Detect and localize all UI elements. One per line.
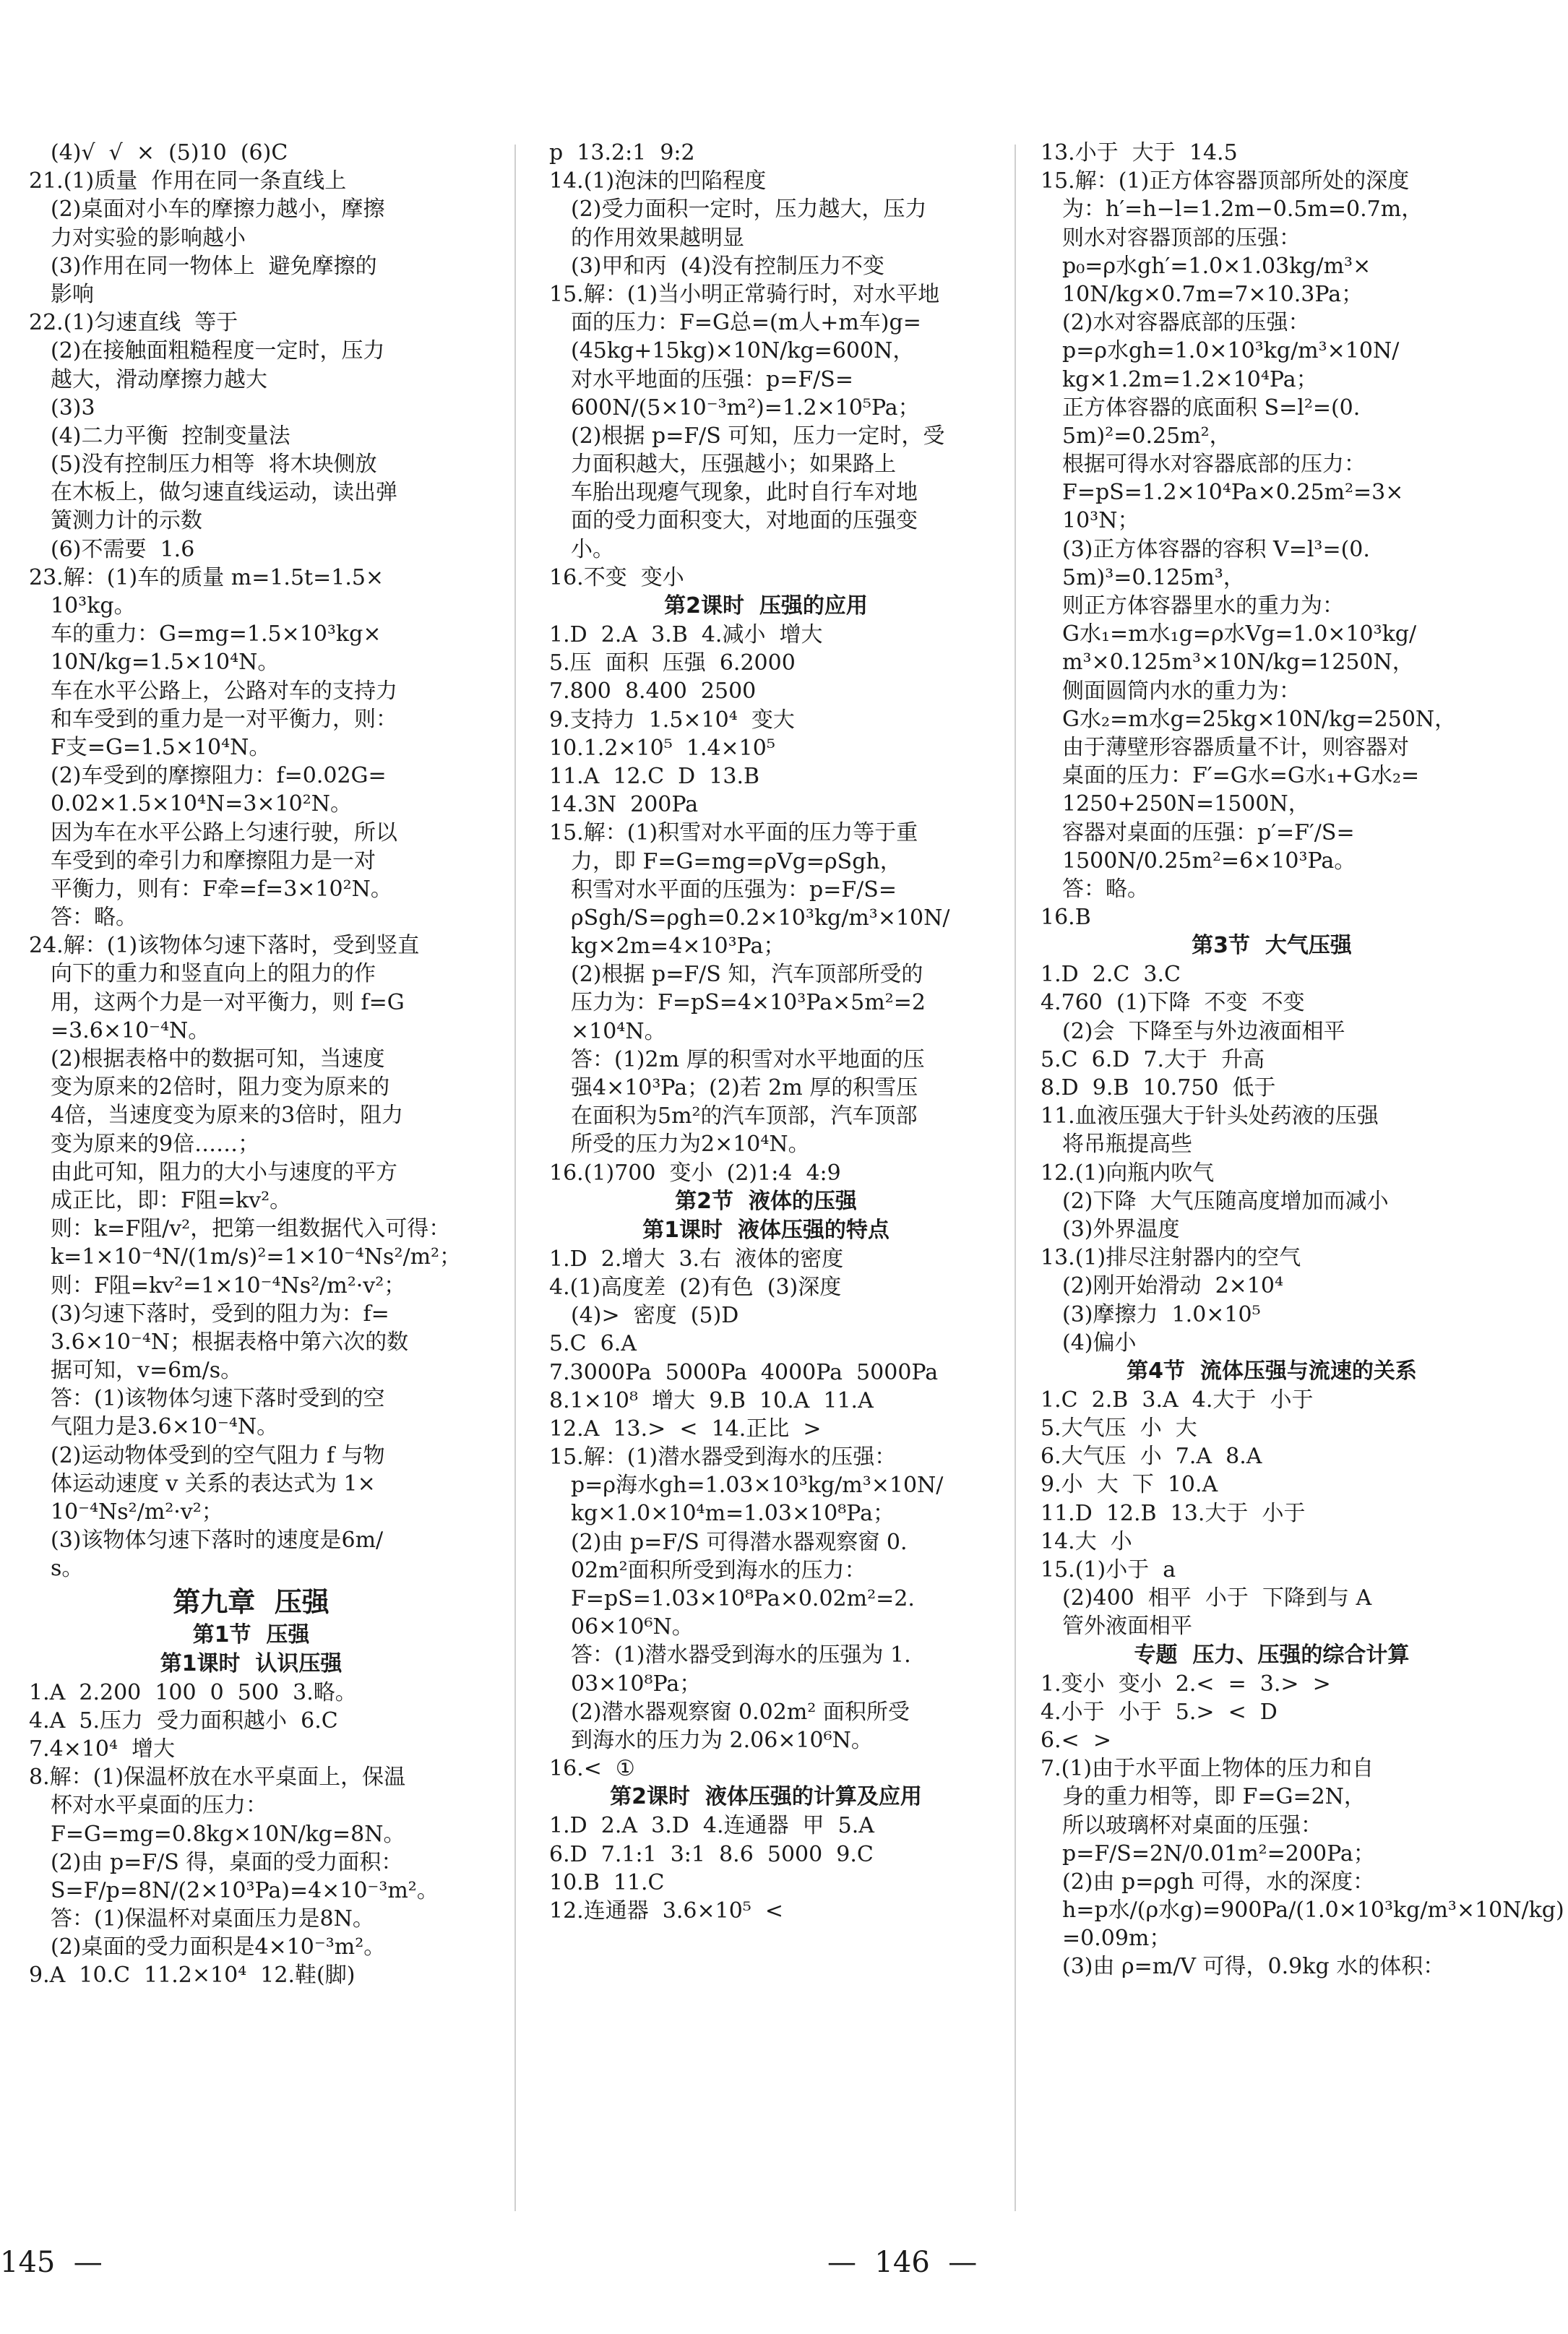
answer-line: 15.解：(1)积雪对水平面的压力等于重 <box>549 820 918 846</box>
answer-line: (2)桌面的受力面积是4×10⁻³m²。 <box>51 1934 386 1960</box>
answer-line: 对水平地面的压强：p=F/S= <box>571 366 853 392</box>
section-heading: 专题 压力、压强的综合计算 <box>1134 1642 1410 1668</box>
page-number-right: — 146 — <box>827 2246 978 2279</box>
answer-line: (3)该物体匀速下落时的速度是6m/ <box>51 1528 384 1554</box>
answer-line: 车胎出现瘪气现象，此时自行车对地 <box>571 480 918 506</box>
answer-line: 11.D 12.B 13.大于 小于 <box>1041 1500 1306 1526</box>
answer-line: 1250+250N=1500N， <box>1062 791 1310 817</box>
answer-line: G水₂=m水g=25kg×10N/kg=250N， <box>1062 706 1457 732</box>
answer-line: 10N/kg×0.7m=7×10.3Pa； <box>1062 281 1364 307</box>
answer-line: 6.< > <box>1041 1727 1111 1753</box>
answer-line: 力，即 F=G=mg=ρVg=ρSgh， <box>571 848 902 874</box>
answer-line: (2)根据 p=F/S 可知，压力一定时，受 <box>571 423 945 449</box>
answer-line: =0.09m； <box>1062 1926 1171 1952</box>
answer-line: 答：略。 <box>51 905 137 931</box>
answer-line: 5m)²=0.25m²， <box>1062 423 1231 449</box>
answer-line: (6)不需要 1.6 <box>51 536 195 562</box>
answer-line: (2)由 p=F/S 得，桌面的受力面积： <box>51 1849 403 1875</box>
answer-line: 影响 <box>51 281 94 307</box>
answer-line: 越大，滑动摩擦力越大 <box>51 366 267 392</box>
answer-line: 5m)³=0.125m³， <box>1062 564 1245 590</box>
answer-line: 1.A 2.200 100 0 500 3.略。 <box>29 1679 357 1705</box>
answer-line: 14.(1)泡沫的凹陷程度 <box>549 168 767 194</box>
answer-line: p 13.2:1 9:2 <box>549 140 695 165</box>
answer-line: G水₁=m水₁g=ρ水Vg=1.0×10³kg/ <box>1062 621 1417 647</box>
answer-line: 4倍，当速度变为原来的3倍时，阻力 <box>51 1103 404 1129</box>
answer-line: 14.大 小 <box>1041 1528 1132 1554</box>
answer-line: 力面积越大，压强越小；如果路上 <box>571 452 896 478</box>
answer-line: 在面积为5m²的汽车顶部，汽车顶部 <box>571 1103 918 1129</box>
answer-line: F=G=mg=0.8kg×10N/kg=8N。 <box>51 1821 405 1847</box>
answer-line: 容器对桌面的压强：p′=F′/S= <box>1062 819 1355 845</box>
answer-line: ×10⁴N。 <box>571 1018 666 1044</box>
answer-line: 10⁻⁴Ns²/m²·v²； <box>51 1499 223 1525</box>
answer-column-2 <box>549 139 983 1925</box>
answer-line: 杯对水平桌面的压力： <box>51 1793 267 1819</box>
answer-line: 11.A 12.C D 13.B <box>549 763 760 789</box>
answer-line: (3)3 <box>51 395 95 421</box>
answer-line: 车受到的牵引力和摩擦阻力是一对 <box>51 848 376 874</box>
answer-line: 用，这两个力是一对平衡力，则 f=G <box>51 989 405 1015</box>
answer-line: 3.6×10⁻⁴N；根据表格中第六次的数 <box>51 1329 409 1355</box>
answer-line: 积雪对水平面的压强为：p=F/S= <box>571 877 897 903</box>
answer-line: 向下的重力和竖直向上的阻力的作 <box>51 961 376 987</box>
column-divider <box>514 145 516 2211</box>
answer-line: kg×1.2m=1.2×10⁴Pa； <box>1062 366 1318 392</box>
answer-line: 为：h′=h−l=1.2m−0.5m=0.7m， <box>1062 197 1423 223</box>
answer-line: m³×0.125m³×10N/kg=1250N， <box>1062 650 1414 676</box>
answer-line: F=pS=1.03×10⁸Pa×0.02m²=2. <box>571 1586 915 1611</box>
answer-line: 24.解：(1)该物体匀速下落时，受到竖直 <box>29 933 420 959</box>
answer-line: 则水对容器顶部的压强： <box>1062 225 1301 251</box>
answer-line: 10³kg。 <box>51 593 136 619</box>
answer-line: 则正方体容器里水的重力为： <box>1062 593 1344 619</box>
answer-line: 强4×10³Pa；(2)若 2m 厚的积雪压 <box>571 1075 918 1101</box>
answer-line: 9.小 大 下 10.A <box>1041 1472 1218 1498</box>
chapter-heading: 第九章 压强 <box>173 1585 329 1618</box>
answer-line: 侧面圆筒内水的重力为： <box>1062 678 1301 704</box>
section-heading: 第2课时 压强的应用 <box>664 593 868 619</box>
answer-line: F=pS=1.2×10⁴Pa×0.25m²=3× <box>1062 480 1404 506</box>
answer-line: 13.小于 大于 14.5 <box>1041 140 1238 165</box>
answer-line: 15.解：(1)潜水器受到海水的压强： <box>549 1444 897 1470</box>
answer-line: 答：(1)保温杯对桌面压力是8N。 <box>51 1906 374 1932</box>
answer-line: 5.压 面积 压强 6.2000 <box>549 650 796 676</box>
answer-line: 0.02×1.5×10⁴N=3×10²N。 <box>51 791 353 817</box>
answer-line: h=p水/(ρ水g)=900Pa/(1.0×10³kg/m³×10N/kg) <box>1062 1898 1564 1924</box>
answer-line: 02m²面积所受到海水的压力： <box>571 1557 866 1583</box>
answer-line: 答：略。 <box>1062 876 1149 902</box>
answer-line: (2)由 p=F/S 可得潜水器观察窗 0. <box>571 1529 908 1555</box>
answer-line: (3)甲和丙 (4)没有控制压力不变 <box>571 253 885 279</box>
answer-line: 力对实验的影响越小 <box>51 225 246 251</box>
answer-line: (2)由 p=ρgh 可得，水的深度： <box>1062 1869 1375 1895</box>
answer-line: (4)> 密度 (5)D <box>571 1303 739 1329</box>
answer-line: (2)会 下降至与外边液面相平 <box>1062 1018 1345 1044</box>
answer-line: (4)二力平衡 控制变量法 <box>51 423 290 449</box>
answer-line: 变为原来的9倍……； <box>51 1131 260 1157</box>
answer-line: 4.小于 小于 5.> < D <box>1041 1699 1278 1725</box>
answer-line: (3)作用在同一物体上 避免摩擦的 <box>51 253 377 279</box>
answer-line: 5.C 6.A <box>549 1331 637 1357</box>
answer-column-3 <box>1041 139 1564 1981</box>
section-heading: 第1节 压强 <box>192 1622 310 1648</box>
answer-line: (3)正方体容器的容积 V=l³=(0. <box>1062 536 1370 562</box>
answer-line: 答：(1)潜水器受到海水的压强为 1. <box>571 1642 911 1668</box>
answer-line: (3)匀速下落时，受到的阻力为：f= <box>51 1301 389 1327</box>
answer-line: 桌面的压力：F′=G水=G水₁+G水₂= <box>1062 763 1420 789</box>
answer-line: 簧测力计的示数 <box>51 508 202 534</box>
answer-line: 5.C 6.D 7.大于 升高 <box>1041 1046 1265 1072</box>
answer-line: 正方体容器的底面积 S=l²=(0. <box>1062 395 1361 421</box>
answer-line: 根据可得水对容器底部的压力： <box>1062 452 1366 478</box>
answer-line: (2)根据表格中的数据可知，当速度 <box>51 1046 385 1072</box>
answer-line: 体运动速度 v 关系的表达式为 1× <box>51 1470 376 1497</box>
answer-line: 7.(1)由于水平面上物体的压力和自 <box>1041 1756 1374 1782</box>
answer-line: 在木板上，做匀速直线运动，读出弹 <box>51 480 397 506</box>
answer-line: k=1×10⁻⁴N/(1m/s)²=1×10⁻⁴Ns²/m²； <box>51 1244 462 1270</box>
answer-line: (2)运动物体受到的空气阻力 f 与物 <box>51 1442 385 1468</box>
answer-line: 4.760 (1)下降 不变 不变 <box>1041 990 1305 1016</box>
answer-line: 因为车在水平公路上匀速行驶，所以 <box>51 819 397 845</box>
answer-line: (2)受力面积一定时，压力越大，压力 <box>571 197 927 223</box>
answer-line: (2)潜水器观察窗 0.02m² 面积所受 <box>571 1699 910 1725</box>
answer-line: 所受的压力为2×10⁴N。 <box>571 1132 810 1158</box>
answer-line: 9.支持力 1.5×10⁴ 变大 <box>549 707 795 733</box>
answer-line: =3.6×10⁻⁴N。 <box>51 1017 210 1043</box>
answer-line: 1.D 2.C 3.C <box>1041 962 1181 988</box>
answer-line: 答：(1)该物体匀速下落时受到的空 <box>51 1386 385 1412</box>
answer-line: 7.800 8.400 2500 <box>549 679 757 705</box>
answer-line: 1.D 2.增大 3.右 液体的密度 <box>549 1246 844 1272</box>
answer-line: 所以玻璃杯对桌面的压强： <box>1062 1812 1322 1838</box>
section-heading: 第3节 大气压强 <box>1192 933 1352 959</box>
answer-column-1 <box>29 139 473 1990</box>
answer-line: 答：(1)2m 厚的积雪对水平地面的压 <box>571 1046 925 1072</box>
column-divider <box>1015 145 1016 2211</box>
answer-line: 15.解：(1)当小明正常骑行时，对水平地 <box>549 281 940 307</box>
answer-line: 6.D 7.1:1 3:1 8.6 5000 9.C <box>549 1841 874 1867</box>
answer-line: 压力为：F=pS=4×10³Pa×5m²=2 <box>571 990 926 1016</box>
answer-line: (45kg+15kg)×10N/kg=600N， <box>571 338 915 364</box>
answer-line: 1.变小 变小 2.< = 3.> > <box>1041 1671 1331 1697</box>
answer-line: s。 <box>51 1556 84 1582</box>
answer-line: F支=G=1.5×10⁴N。 <box>51 734 271 760</box>
answer-line: (2)400 相平 小于 下降到与 A <box>1062 1585 1372 1611</box>
answer-line: 小。 <box>571 536 614 562</box>
answer-line: kg×1.0×10⁴m=1.03×10⁸Pa； <box>571 1501 895 1527</box>
answer-line: p=F/S=2N/0.01m²=200Pa； <box>1062 1840 1375 1866</box>
answer-line: 10.1.2×10⁵ 1.4×10⁵ <box>549 735 775 761</box>
answer-line: 03×10⁸Pa； <box>571 1671 702 1697</box>
answer-line: 身的重力相等，即 F=G=2N， <box>1062 1784 1366 1810</box>
section-heading: 第2节 液体的压强 <box>675 1188 857 1214</box>
answer-line: (2)刚开始滑动 2×10⁴ <box>1062 1273 1283 1299</box>
answer-line: p=ρ水gh=1.0×10³kg/m³×10N/ <box>1062 338 1400 364</box>
answer-line: 12.(1)向瓶内吹气 <box>1041 1160 1215 1186</box>
answer-line: 到海水的压力为 2.06×10⁶N。 <box>571 1727 873 1753</box>
answer-line: 面的压力：F=G总=(m人+m车)g= <box>571 310 921 336</box>
answer-line: S=F/p=8N/(2×10³Pa)=4×10⁻³m²。 <box>51 1877 439 1903</box>
answer-line: 9.A 10.C 11.2×10⁴ 12.鞋(脚) <box>29 1963 356 1989</box>
answer-line: 15.解：(1)正方体容器顶部所处的深度 <box>1041 168 1410 194</box>
answer-line: 车在水平公路上，公路对车的支持力 <box>51 678 397 704</box>
answer-line: 13.(1)排尽注射器内的空气 <box>1041 1245 1301 1271</box>
answer-line: 7.3000Pa 5000Pa 4000Pa 5000Pa <box>549 1359 939 1385</box>
answer-line: 16.< ① <box>549 1756 635 1782</box>
page-number-left: 145 — <box>0 2246 103 2279</box>
answer-line: 11.血液压强大于针头处药液的压强 <box>1041 1103 1379 1129</box>
answer-line: (4)偏小 <box>1062 1330 1137 1356</box>
answer-line: 则：k=F阻/v²，把第一组数据代入可得： <box>51 1216 451 1242</box>
answer-line: (2)根据 p=F/S 知，汽车顶部所受的 <box>571 962 923 988</box>
answer-line: (3)由 ρ=m/V 可得，0.9kg 水的体积： <box>1062 1954 1445 1980</box>
answer-line: 由此可知，阻力的大小与速度的平方 <box>51 1159 397 1185</box>
answer-line: 16.B <box>1041 905 1091 931</box>
answer-line: 1.C 2.B 3.A 4.大于 小于 <box>1041 1387 1314 1413</box>
answer-line: (2)车受到的摩擦阻力：f=0.02G= <box>51 763 387 789</box>
answer-line: 的作用效果越明显 <box>571 225 744 251</box>
answer-line: 14.3N 200Pa <box>549 792 699 818</box>
answer-line: 21.(1)质量 作用在同一条直线上 <box>29 168 347 194</box>
answer-line: 12.A 13.> < 14.正比 > <box>549 1416 822 1442</box>
answer-line: (3)摩擦力 1.0×10⁵ <box>1062 1301 1261 1327</box>
answer-line: 1500N/0.25m²=6×10³Pa。 <box>1062 848 1356 874</box>
answer-line: 气阻力是3.6×10⁻⁴N。 <box>51 1414 279 1440</box>
answer-line: 平衡力，则有：F牵=f=3×10²N。 <box>51 876 392 902</box>
answer-line: (2)下降 大气压随高度增加而减小 <box>1062 1188 1389 1214</box>
answer-line: 变为原来的2倍时，阻力变为原来的 <box>51 1075 390 1101</box>
answer-line: 1.D 2.A 3.B 4.减小 增大 <box>549 622 823 647</box>
answer-line: p₀=ρ水gh′=1.0×1.03kg/m³× <box>1062 253 1371 279</box>
answer-line: 10N/kg=1.5×10⁴N。 <box>51 650 280 676</box>
section-heading: 第1课时 液体压强的特点 <box>642 1217 889 1243</box>
answer-line: 10.B 11.C <box>549 1869 665 1895</box>
answer-line: 车的重力：G=mg=1.5×10³kg× <box>51 621 382 647</box>
answer-line: 16.(1)700 变小 (2)1:4 4:9 <box>549 1160 841 1186</box>
answer-line: 管外液面相平 <box>1062 1614 1192 1640</box>
answer-line: p=ρ海水gh=1.03×10³kg/m³×10N/ <box>571 1473 944 1499</box>
answer-line: 4.(1)高度差 (2)有色 (3)深度 <box>549 1274 842 1300</box>
answer-line: 4.A 5.压力 受力面积越小 6.C <box>29 1708 338 1734</box>
section-heading: 第1课时 认识压强 <box>160 1650 343 1676</box>
answer-line: 15.(1)小于 a <box>1041 1557 1176 1582</box>
answer-line: 8.D 9.B 10.750 低于 <box>1041 1075 1276 1101</box>
answer-line: 由于薄壁形容器质量不计，则容器对 <box>1062 734 1409 760</box>
answer-line: 成正比，即：F阻=kv²。 <box>51 1187 292 1213</box>
answer-line: 12.连通器 3.6×10⁵ < <box>549 1898 784 1924</box>
answer-line: (3)外界温度 <box>1062 1216 1180 1242</box>
answer-line: (4)√ √ × (5)10 (6)C <box>51 140 288 165</box>
answer-line: 23.解：(1)车的质量 m=1.5t=1.5× <box>29 564 384 590</box>
answer-line: kg×2m=4×10³Pa； <box>571 934 785 960</box>
answer-line: 和车受到的重力是一对平衡力，则： <box>51 706 397 732</box>
answer-line: 5.大气压 小 大 <box>1041 1416 1197 1442</box>
answer-line: (2)桌面对小车的摩擦力越小，摩擦 <box>51 197 385 223</box>
answer-line: (2)水对容器底部的压强： <box>1062 310 1310 336</box>
answer-line: 则：F阻=kv²=1×10⁻⁴Ns²/m²·v²； <box>51 1272 406 1299</box>
answer-line: ρSgh/S=ρgh=0.2×10³kg/m³×10N/ <box>571 905 950 931</box>
answer-line: (2)在接触面粗糙程度一定时，压力 <box>51 338 385 364</box>
section-heading: 第4节 流体压强与流速的关系 <box>1127 1358 1417 1384</box>
answer-line: 22.(1)匀速直线 等于 <box>29 310 238 336</box>
answer-line: 8.解：(1)保温杯放在水平桌面上，保温 <box>29 1765 406 1791</box>
answer-line: 7.4×10⁴ 增大 <box>29 1736 176 1762</box>
answer-line: 据可知，v=6m/s。 <box>51 1358 243 1384</box>
answer-line: 1.D 2.A 3.D 4.连通器 甲 5.A <box>549 1813 874 1839</box>
answer-line: 600N/(5×10⁻³m²)=1.2×10⁵Pa； <box>571 395 920 421</box>
answer-line: 16.不变 变小 <box>549 564 684 590</box>
answer-line: (5)没有控制压力相等 将木块侧放 <box>51 452 377 478</box>
answer-line: 8.1×10⁸ 增大 9.B 10.A 11.A <box>549 1387 874 1413</box>
section-heading: 第2课时 液体压强的计算及应用 <box>610 1784 922 1810</box>
answer-line: 面的受力面积变大，对地面的压强变 <box>571 508 918 534</box>
answer-line: 10³N； <box>1062 508 1140 534</box>
answer-line: 6.大气压 小 7.A 8.A <box>1041 1444 1262 1470</box>
answer-line: 06×10⁶N。 <box>571 1614 694 1640</box>
answer-line: 将吊瓶提高些 <box>1062 1132 1192 1158</box>
